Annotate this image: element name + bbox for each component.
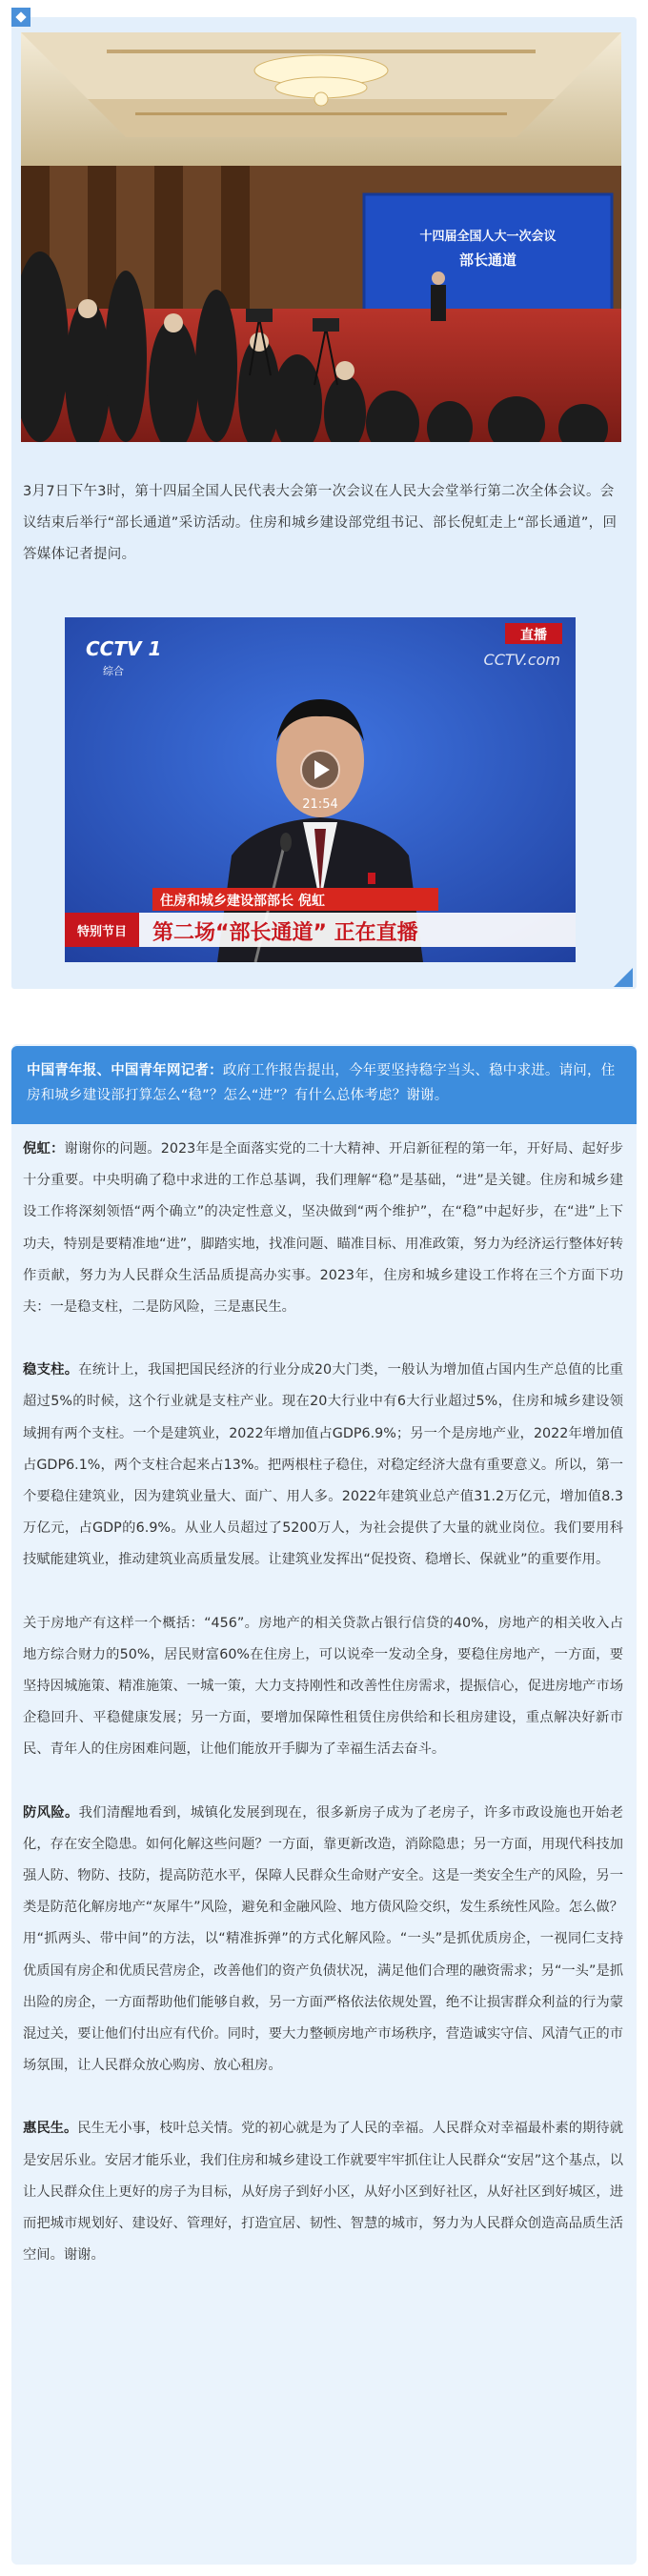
section-heading-risk: 防风险。 — [23, 1804, 79, 1821]
speaker-label: 倪虹： — [23, 1141, 65, 1157]
answer-text-1: 谢谢你的问题。2023年是全面落实党的二十大精神、开启新征程的第一年，开好局、起好步十分重要。中央明确了稳中求进的工作总基调，我们理解“稳”是基础，“进”是关键。住房和城乡建设工作将深刻领悟“两个确立”的决定性意义，坚决做到“两个维护”，在“稳”中起好步，在“进”上下功夫，特别是要精准地“进”，脚踏实地，找准问题、瞄准目标、用准政策，努力为经济运行整体好转作贡献，努力为人民群众生活品质提高办实事。2023年，住房和城乡建设工作将在三个方面下功夫：一是稳支柱，二是防风险，三是惠民生。 — [23, 1141, 623, 1316]
question-box — [11, 1046, 637, 1124]
live-badge: 直播 — [520, 628, 547, 643]
answer-paragraph-3 — [23, 1608, 623, 1766]
program-tag: 特别节目 — [76, 925, 128, 939]
video-duration: 21:54 — [302, 797, 338, 812]
answer-text-3: 关于房地产有这样一个概括：“456”。房地产的相关贷款占银行信贷的40%，房地产的相关收入占地方综合财力的50%，居民财富60%在住房上，可以说牵一发动全身，要稳住房地产，一方面，要坚持因城施策、精准施策、一城一策，大力支持刚性和改善性住房需求，提振信心，促进房地产市场企稳回升、平稳健康发展；另一方面，要增加保障性租赁住房供给和长租房建设，重点解决好新市民、青年人的住房困难问题，让他们能放开手脚为了幸福生活去奋斗。 — [23, 1615, 623, 1758]
question-asker: 中国青年报、中国青年网记者： — [27, 1063, 223, 1078]
answer-text-2: 在统计上，我国把国民经济的行业分成20大门类，一般认为增加值占国内生产总值的比重超过5%的时候，这个行业就是支柱产业。现在20大行业中有6大行业超过5%，住房和城乡建设领域拥有两个支柱。一个是建筑业，2022年增加值占GDP6.9%；另一个是房地产业，2022年增加值占GDP6.1%，两个支柱合起来占13%。把两根柱子稳住，对稳定经济大盘有重要意义。所以，第一个要稳住建筑业，因为建筑业量大、面广、用人多。2022年建筑业总产值31.2万亿元，增加值8.3万亿元，占GDP的6.9%。从业人员超过了5200万人，为社会提供了大量的就业岗位。我们要用科技赋能建筑业，推动建筑业高质量发展。让建筑业发挥出“促投资、稳增长、保就业”的重要作用。 — [23, 1362, 623, 1568]
answer-paragraph-4 — [23, 1798, 623, 2083]
caption-main: 第二场“部长通道” 正在直播 — [152, 921, 418, 945]
cctv-watermark: CCTV.com — [483, 651, 560, 669]
screen-title: 十四届全国人大一次会议 — [419, 230, 557, 244]
corner-diamond-icon — [11, 8, 30, 27]
channel-sub: 综合 — [103, 665, 124, 677]
corner-triangle-icon — [614, 968, 633, 987]
intro-paragraph: 3月7日下午3时，第十四届全国人民代表大会第一次会议在人民大会堂举行第二次全体会议。会议结束后举行“部长通道”采访活动。住房和城乡建设部党组书记、部长倪虹走上“部长通道”，回答媒体记者提问。 — [23, 484, 618, 562]
play-icon[interactable] — [301, 751, 339, 789]
answer-text-5: 民生无小事，枝叶总关情。党的初心就是为了人民的幸福。人民群众对幸福最朴素的期待就是安居乐业。安居才能乐业，我们住房和城乡建设工作就要牢牢抓住让人民群众“安居”这个基点，以让人民群众住上更好的房子为目标，从好房子到好小区，从好小区到好社区，从好社区到好城区，进而把城市规划好、建设好、管理好，打造宜居、韧性、智慧的城市，努力为人民群众创造高品质生活空间。谢谢。 — [23, 2121, 624, 2264]
answer-text-4: 我们清醒地看到，城镇化发展到现在，很多新房子成为了老房子，许多市政设施也开始老化，存在安全隐患。如何化解这些问题？一方面，靠更新改造，消除隐患；另一方面，用现代科技加强人防、物防、技防，提高防范水平，保障人民群众生命财产安全。这是一类安全生产的风险，另一类是防范化解房地产“灰犀牛”风险，避免和金融风险、地方债风险交织，发生系统性风险。怎么做？用“抓两头、带中间”的方法，以“精准拆弹”的方式化解风险。“一头”是抓优质房企，一视同仁支持优质国有房企和优质民营房企，改善他们的资产负债状况，满足他们合理的融资需求；另“一头”是抓出险的房企，一方面帮助他们能够自救，另一方面严格依法依规处置，绝不让损害群众利益的行为蒙混过关，要让他们付出应有代价。同时，要大力整顿房地产市场秩序，营造诚实守信、风清气正的市场氛围，让人民群众放心购房、放心租房。 — [23, 1804, 623, 2074]
press-conference-photo — [21, 32, 621, 442]
answer-paragraph-2 — [23, 1355, 623, 1576]
answer-body — [23, 1134, 623, 2304]
caption-name: 住房和城乡建设部部长 倪虹 — [160, 894, 325, 909]
minister-figure — [431, 272, 446, 321]
question-text: 政府工作报告提出，今年要坚持稳字当头、稳中求进。请问，住房和城乡建设部打算怎么“稳”？怎么“进”？有什么总体考虑？谢谢。 — [27, 1063, 616, 1103]
section-heading-stabilize: 稳支柱。 — [23, 1362, 79, 1379]
cctv-logo: CCTV 1 — [86, 637, 162, 660]
answer-paragraph-1 — [23, 1134, 623, 1323]
section-heading-livelihood: 惠民生。 — [23, 2121, 78, 2137]
video-player[interactable] — [65, 617, 576, 962]
screen-subtitle: 部长通道 — [458, 252, 517, 269]
answer-paragraph-5 — [23, 2113, 623, 2271]
